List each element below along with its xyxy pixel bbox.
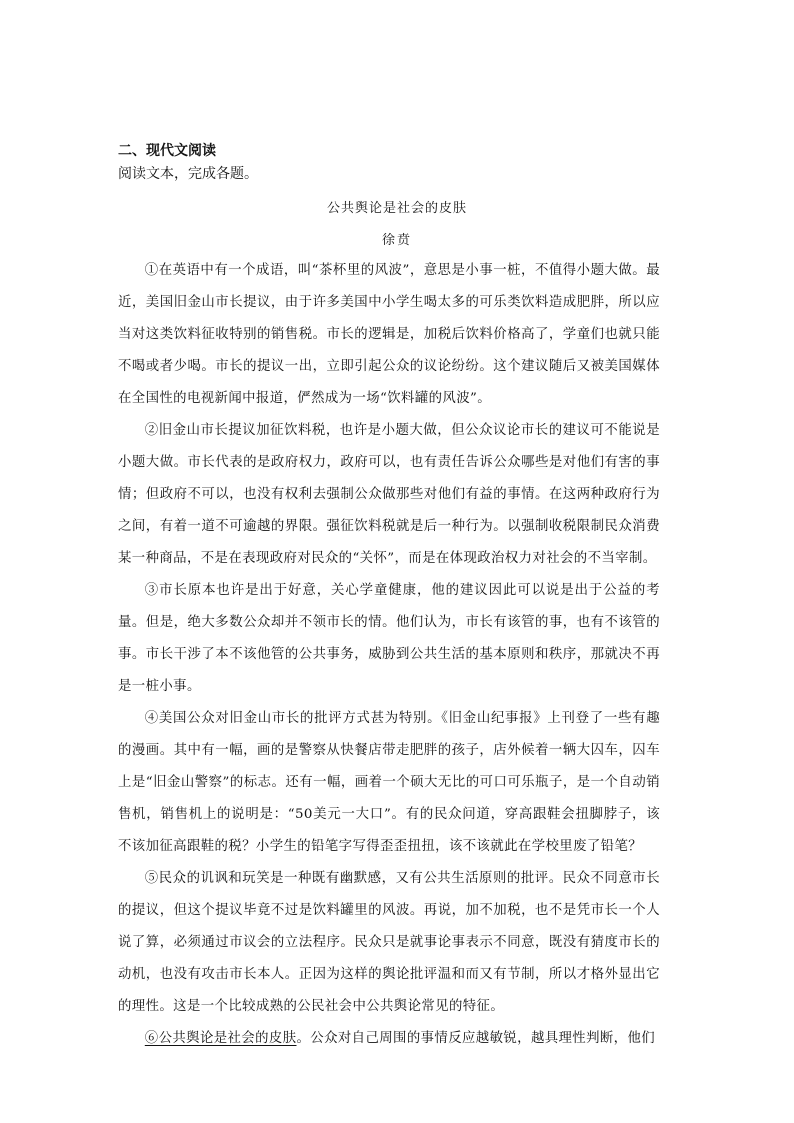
paragraph-2: ②旧金山市长提议加征饮料税，也许是小题大做，但公众议论市长的建议可不能说是小题大做。市长代表的是政府权力，政府可以，也有责任告诉公众哪些是对他们有害的事情；但政府不可以，也没有权利去强制公众做那些对他们有益的事情。在这两种政府行为之间，有着一道不可逾越的界限。强征饮料税就是后一种行为。以强制收税限制民众消费某一种商品，不是在表现政府对民众的“关怀”，而是在体现政治权力对社会的不当宰制。 (118, 423, 660, 566)
underlined-key-sentence: ⑥公共舆论是社会的皮肤 (144, 1031, 297, 1046)
section-heading: 二、现代文阅读 (118, 143, 216, 159)
paragraph-1: ①在英语中有一个成语，叫“茶杯里的风波”，意思是小事一桩，不值得小题大做。最近，美国旧金山市长提议，由于许多美国中小学生喝太多的可乐类饮料造成肥胖，所以应当对这类饮料征收特别的销售税。市长的逻辑是，加税后饮料价格高了，学童们也就只能不喝或者少喝。市长的提议一出，立即引起公众的议论纷纷。这个建议随后又被美国媒体在全国性的电视新闻中报道，俨然成为一场“饮料罐的风波”。 (118, 263, 660, 406)
paragraph-5: ⑤民众的讥讽和玩笑是一种既有幽默感，又有公共生活原则的批评。民众不同意市长的提议，但这个提议毕竟不过是饮料罐里的风波。再说，加不加税，也不是凭市长一个人说了算，必须通过市议会的立法程序。民众只是就事论事表示不同意，既没有猜度市长的动机，也没有攻击市长本人。正因为这样的舆论批评温和而又有节制，所以才格外显出它的理性。这是一个比较成熟的公民社会中公共舆论常见的特征。 (118, 871, 660, 1014)
paragraph-3: ③市长原本也许是出于好意，关心学童健康，他的建议因此可以说是出于公益的考量。但是，绝大多数公众却并不领市长的情。他们认为，市长有该管的事，也有不该管的事。市长干涉了本不该他管的公共事务，威胁到公共生活的基本原则和秩序，那就决不再是一桩小事。 (118, 583, 660, 694)
paragraph-6-rest: 。公众对自己周围的事情反应越敏锐，越具理性判断，他们 (296, 1031, 656, 1046)
article-title: 公共舆论是社会的皮肤 (326, 201, 467, 216)
instruction-text: 阅读文本，完成各题。 (118, 166, 258, 182)
article-body (118, 255, 660, 1055)
article-author: 徐贲 (381, 233, 412, 248)
paragraph-4: ④美国公众对旧金山市长的批评方式甚为特别。《旧金山纪事报》上刊登了一些有趣的漫画。其中有一幅，画的是警察从快餐店带走肥胖的孩子，店外候着一辆大囚车，囚车上是“旧金山警察”的标志。还有一幅，画着一个硕大无比的可口可乐瓶子，是一个自动销售机，销售机上的说明是：“50美元一大口”。有的民众问道，穿高跟鞋会扭脚脖子，该不该加征高跟鞋的税？小学生的铅笔字写得歪歪扭扭，该不该就此在学校里废了铅笔？ (118, 711, 660, 854)
paragraph-6 (118, 1023, 660, 1055)
